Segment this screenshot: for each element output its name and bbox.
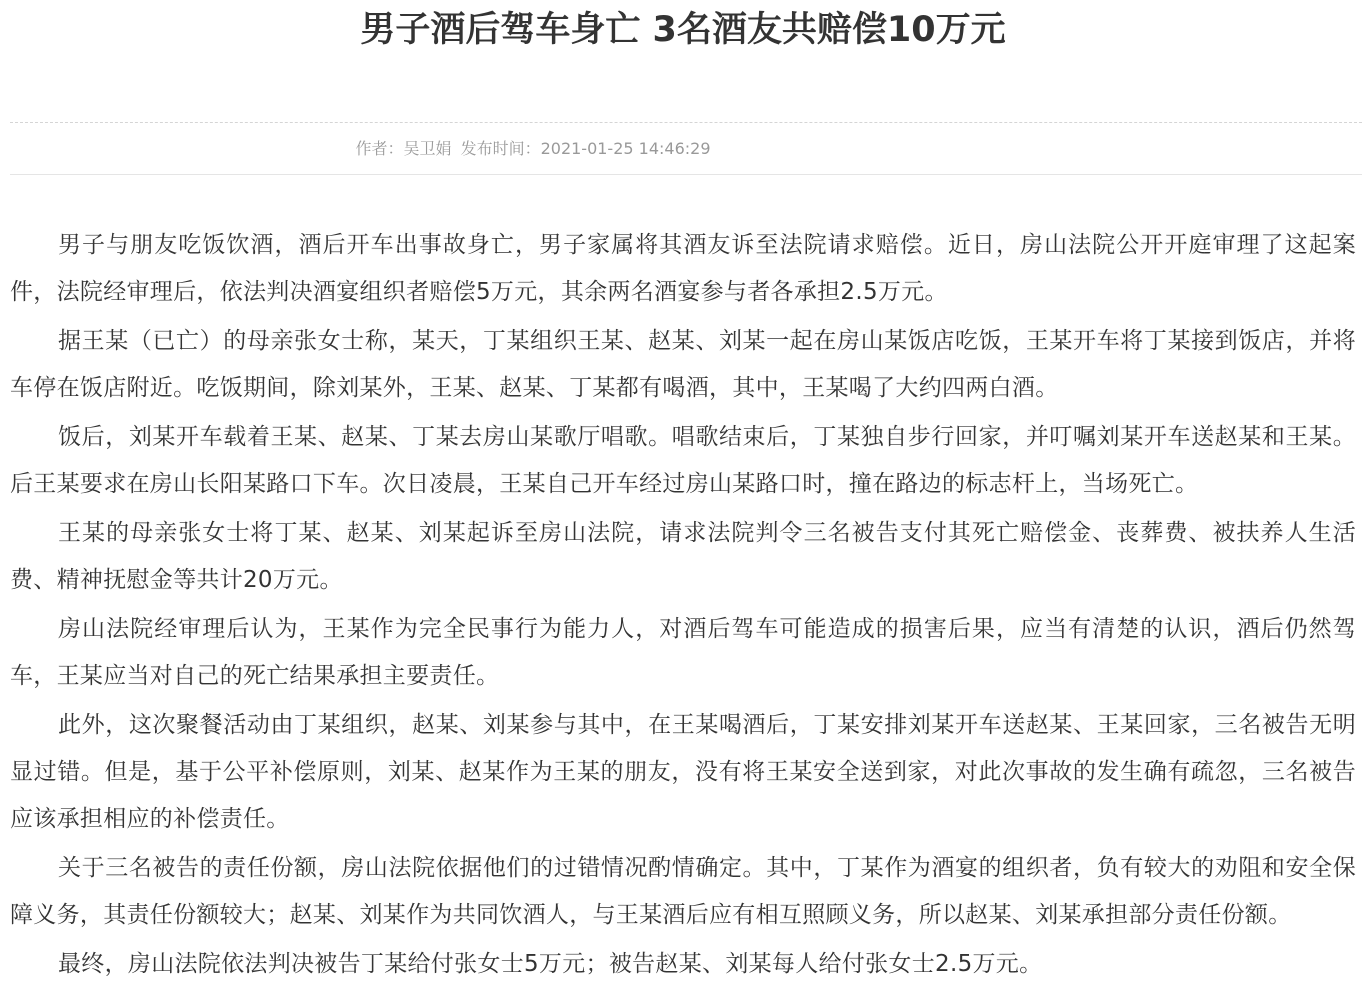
article-title: 男子酒后驾车身亡 3名酒友共赔偿10万元 xyxy=(360,10,1006,50)
paragraph: 此外，这次聚餐活动由丁某组织，赵某、刘某参与其中，在王某喝酒后，丁某安排刘某开车送赵某、王某回家，三名被告无明显过错。但是，基于公平补偿原则，刘某、赵某作为王某的朋友，没有将王某安全送到家，对此次事故的发生确有疏忽，三名被告应该承担相应的补偿责任。 xyxy=(10,712,1356,832)
paragraph: 房山法院经审理后认为，王某作为完全民事行为能力人，对酒后驾车可能造成的损害后果，应当有清楚的认识，酒后仍然驾车，王某应当对自己的死亡结果承担主要责任。 xyxy=(10,616,1356,689)
title-divider xyxy=(10,122,1362,123)
paragraph: 王某的母亲张女士将丁某、赵某、刘某起诉至房山法院，请求法院判令三名被告支付其死亡赔偿金、丧葬费、被扶养人生活费、精神抚慰金等共计20万元。 xyxy=(10,520,1356,593)
paragraph: 最终，房山法院依法判决被告丁某给付张女士5万元；被告赵某、刘某每人给付张女士2.5万元。 xyxy=(58,951,1043,977)
paragraph: 饭后，刘某开车载着王某、赵某、丁某去房山某歌厅唱歌。唱歌结束后，丁某独自步行回家，并叮嘱刘某开车送赵某和王某。后王某要求在房山长阳某路口下车。次日凌晨，王某自己开车经过房山某路口时，撞在路边的标志杆上，当场死亡。 xyxy=(10,424,1356,497)
paragraph: 关于三名被告的责任份额，房山法院依据他们的过错情况酌情确定。其中，丁某作为酒宴的组织者，负有较大的劝阻和安全保障义务，其责任份额较大；赵某、刘某作为共同饮酒人，与王某酒后应有相互照顾义务，所以赵某、刘某承担部分责任份额。 xyxy=(10,855,1356,928)
paragraph: 据王某（已亡）的母亲张女士称，某天，丁某组织王某、赵某、刘某一起在房山某饭店吃饭，王某开车将丁某接到饭店，并将车停在饭店附近。吃饭期间，除刘某外，王某、赵某、丁某都有喝酒，其中，王某喝了大约四两白酒。 xyxy=(10,328,1356,401)
publish-time-label: 发布时间：2021-01-25 14:46:29 xyxy=(460,139,711,158)
meta-divider xyxy=(10,174,1362,175)
author-label: 作者：吴卫娟 xyxy=(355,139,452,158)
article-body xyxy=(10,222,1356,990)
paragraph: 男子与朋友吃饭饮酒，酒后开车出事故身亡，男子家属将其酒友诉至法院请求赔偿。近日，房山法院公开开庭审理了这起案件，法院经审理后，依法判决酒宴组织者赔偿5万元，其余两名酒宴参与者各承担2.5万元。 xyxy=(10,232,1356,305)
article-meta xyxy=(0,137,1066,161)
